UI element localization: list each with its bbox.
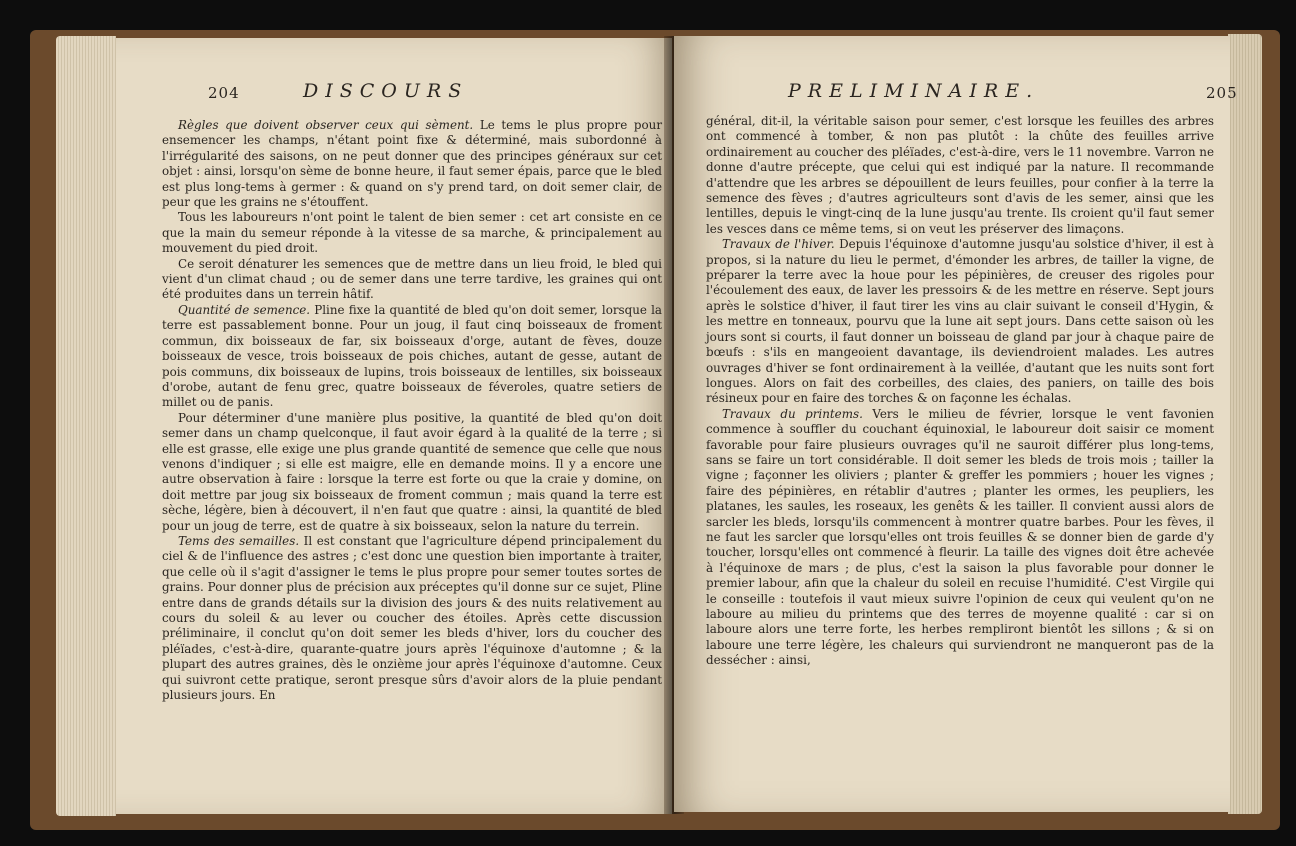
paragraph-text: Vers le milieu de février, lorsque le vent favonien commence à souffler du couchant équinoxial, le laboureur doit saisir ce moment favorable pour faire plusieurs ouvrages qu'il ne sauroit différer plus long-tems, sans se faire un tort considérable. Il doit semer les bleds de trois mois ; tailler la vigne ; façonner les oliviers ; planter & greffer les pommiers ; houer les vignes ; faire des pépinières, en rétablir d'autres ; planter les ormes, les peupliers, les platanes, les saules, les roseaux, les genêts & les tailler. Il convient aussi alors de sarcler les bleds, lorsqu'ils commencent à montrer quatre barbes. Pour les fèves, il ne faut les sarcler que lorsqu'elles ont trois feuilles & se donner bien de garde d'y toucher, lorsqu'elles ont commencé à fleurir. La taille des vignes doit être achevée à l'équinoxe de mars ; de plus, c'est la saison la plus favorable pour donner le premier labour, afin que la chaleur du soleil en recuise l'humidité. C'est Virgile qui le conseille : toutefois il vaut mieux suivre l'opinion de ceux qui veulent qu'on ne laboure au milieu du printems que des terres de moyenne qualité : car si on laboure alors une terre forte, les herbes rempliront bientôt les sillons ; & si on laboure une terre légère, les chaleurs qui surviendront ne manqueront pas de la dessécher : ainsi,: [706, 406, 1214, 668]
right-page-body: [706, 114, 1214, 669]
paragraph: [162, 118, 662, 210]
right-page-header: [756, 80, 1266, 106]
paragraph-text: Pline fixe la quantité de bled qu'on doit semer, lorsque la terre est passablement bonne. Pour un joug, il faut cinq boisseaux de froment commun, dix boisseaux de far, six boisseaux d'orge, autant de fèves, douze boisseaux de vesce, trois boisseaux de pois chiches, autant de gesse, autant de pois communs, dix boisseaux de lupins, trois boisseaux de lentilles, six boisseaux d'orobe, autant de fenu grec, quatre boisseaux de féveroles, quatre setiers de millet ou de panis.: [162, 302, 662, 410]
paragraph-heading: Travaux de l'hiver.: [722, 237, 835, 252]
left-page-header: [208, 80, 638, 106]
page-edges-right: [1228, 34, 1262, 814]
paragraph: [706, 114, 1214, 237]
right-page: [674, 36, 1238, 812]
paragraph: [162, 210, 662, 256]
left-page-number: 204: [208, 84, 240, 102]
page-edges-left: [56, 36, 116, 816]
paragraph-text: Depuis l'équinoxe d'automne jusqu'au solstice d'hiver, il est à propos, si la nature du lieu le permet, d'émonder les arbres, de tailler la vigne, de préparer la terre avec la houe pour les pépinières, de creuser des rigoles pour l'écoulement des eaux, de laver les pressoirs & de les mettre en réserve. Sept jours après le solstice d'hiver, il faut tirer les vins au clair suivant le conseil d'Hygin, & les mettre en tonneaux, pourvu que la lune ait sept jours. Dans cette saison où les jours sont si courts, il faut donner un boisseau de gland par jour à chaque paire de bœufs : s'ils en mangeoient davantage, ils deviendroient malades. Les autres ouvrages d'hiver se font ordinairement à la veillée, d'autant que les nuits sont fort longues. Alors on fait des corbeilles, des claies, des paniers, on taille des bois résineux pour en faire des torches & on façonne les échalas.: [706, 237, 1215, 406]
paragraph-text: général, dit-il, la véritable saison pour semer, c'est lorsque les feuilles des arbres ont commencé à tomber, & non pas plutôt : la chûte des feuilles arrive ordinairement au coucher des pléïades, c'est-à-dire, vers le 11 novembre. Varron ne donne d'autre précepte, que celui qui est indiqué par la nature. Il recommande d'attendre que les arbres se dépouillent de leurs feuilles, pour confier à la terre la semence des fèves ; d'autres agriculteurs sont d'avis de les semer, ainsi que les lentilles, depuis le vingt-cinq de la lune jusqu'au trente. Ils croient qu'il faut semer les vesces dans ce même tems, si on veut les préserver des limaçons.: [706, 114, 1214, 236]
paragraph-text: Il est constant que l'agriculture dépend principalement du ciel & de l'influence des astres ; c'est donc une question bien importante à traiter, que celle où il s'agit d'assigner le tems le plus propre pour semer toutes sortes de grains. Pour donner plus de précision aux préceptes qu'il donne sur ce sujet, Pline entre dans de grands détails sur la division des jours & des nuits relativement au cours du soleil & au lever ou coucher des étoiles. Après cette discussion préliminaire, il conclut qu'on doit semer les bleds d'hiver, lors du coucher des pléïades, c'est-à-dire, quarante-quatre jours après l'équinoxe d'automne ; & la plupart des autres graines, dès le onzième jour après l'équinoxe d'automne. Ceux qui suivront cette pratique, seront presque sûrs d'avoir alors de la pluie pendant plusieurs jours. En: [162, 533, 662, 703]
paragraph: [162, 303, 662, 411]
right-page-number: 205: [1206, 84, 1238, 102]
left-page-body: [162, 118, 662, 703]
right-running-title: PRELIMINAIRE.: [788, 80, 1040, 102]
paragraph-heading: Tems des semailles.: [178, 533, 300, 548]
paragraph-text: Tous les laboureurs n'ont point le talent de bien semer : cet art consiste en ce que la main du semeur réponde à la vitesse de sa marche, & principalement au mouvement du pied droit.: [162, 210, 662, 256]
paragraph: [162, 411, 662, 534]
paragraph-text: Ce seroit dénaturer les semences que de mettre dans un lieu froid, le bled qui vient d'un climat chaud ; ou de semer dans une terre tardive, les graines qui ont été produites dans un terrein hâtif.: [162, 256, 662, 302]
paragraph-heading: Règles que doivent observer ceux qui sèment.: [178, 118, 474, 132]
paragraph-heading: Travaux du printems.: [722, 406, 863, 421]
paragraph: [706, 407, 1214, 669]
paragraph-heading: Quantité de semence.: [178, 302, 311, 317]
paragraph-text: Pour déterminer d'une manière plus positive, la quantité de bled qu'on doit semer dans un champ quelconque, il faut avoir égard à la qualité de la terre ; si elle est grasse, elle exige une plus grande quantité de semence que celle que nous venons d'indiquer ; si elle est maigre, elle en demande moins. Il y a encore une autre observation à faire : lorsque la terre est forte ou que la craie y domine, on doit mettre par joug six boisseaux de froment commun ; mais quand la terre est sèche, légère, bien à découvert, il n'en faut que quatre : ainsi, la quantité de bled pour un joug de terre, est de quatre à six boisseaux, selon la nature du terrein.: [162, 410, 662, 533]
left-running-title: DISCOURS: [303, 80, 469, 102]
left-page: [116, 38, 672, 814]
paragraph: [162, 257, 662, 303]
paragraph-text: Le tems le plus propre pour ensemencer les champs, n'étant point fixe & déterminé, mais subordonné à l'irrégularité des saisons, on ne peut donner que des principes généraux sur cet objet : ainsi, lorsqu'on sème de bonne heure, il faut semer épais, parce que le bled est plus long-tems à germer : & quand on s'y prend tard, on doit semer clair, de peur que les grains ne s'étouffent.: [162, 118, 662, 210]
paragraph: [162, 534, 662, 703]
paragraph: [706, 237, 1214, 406]
